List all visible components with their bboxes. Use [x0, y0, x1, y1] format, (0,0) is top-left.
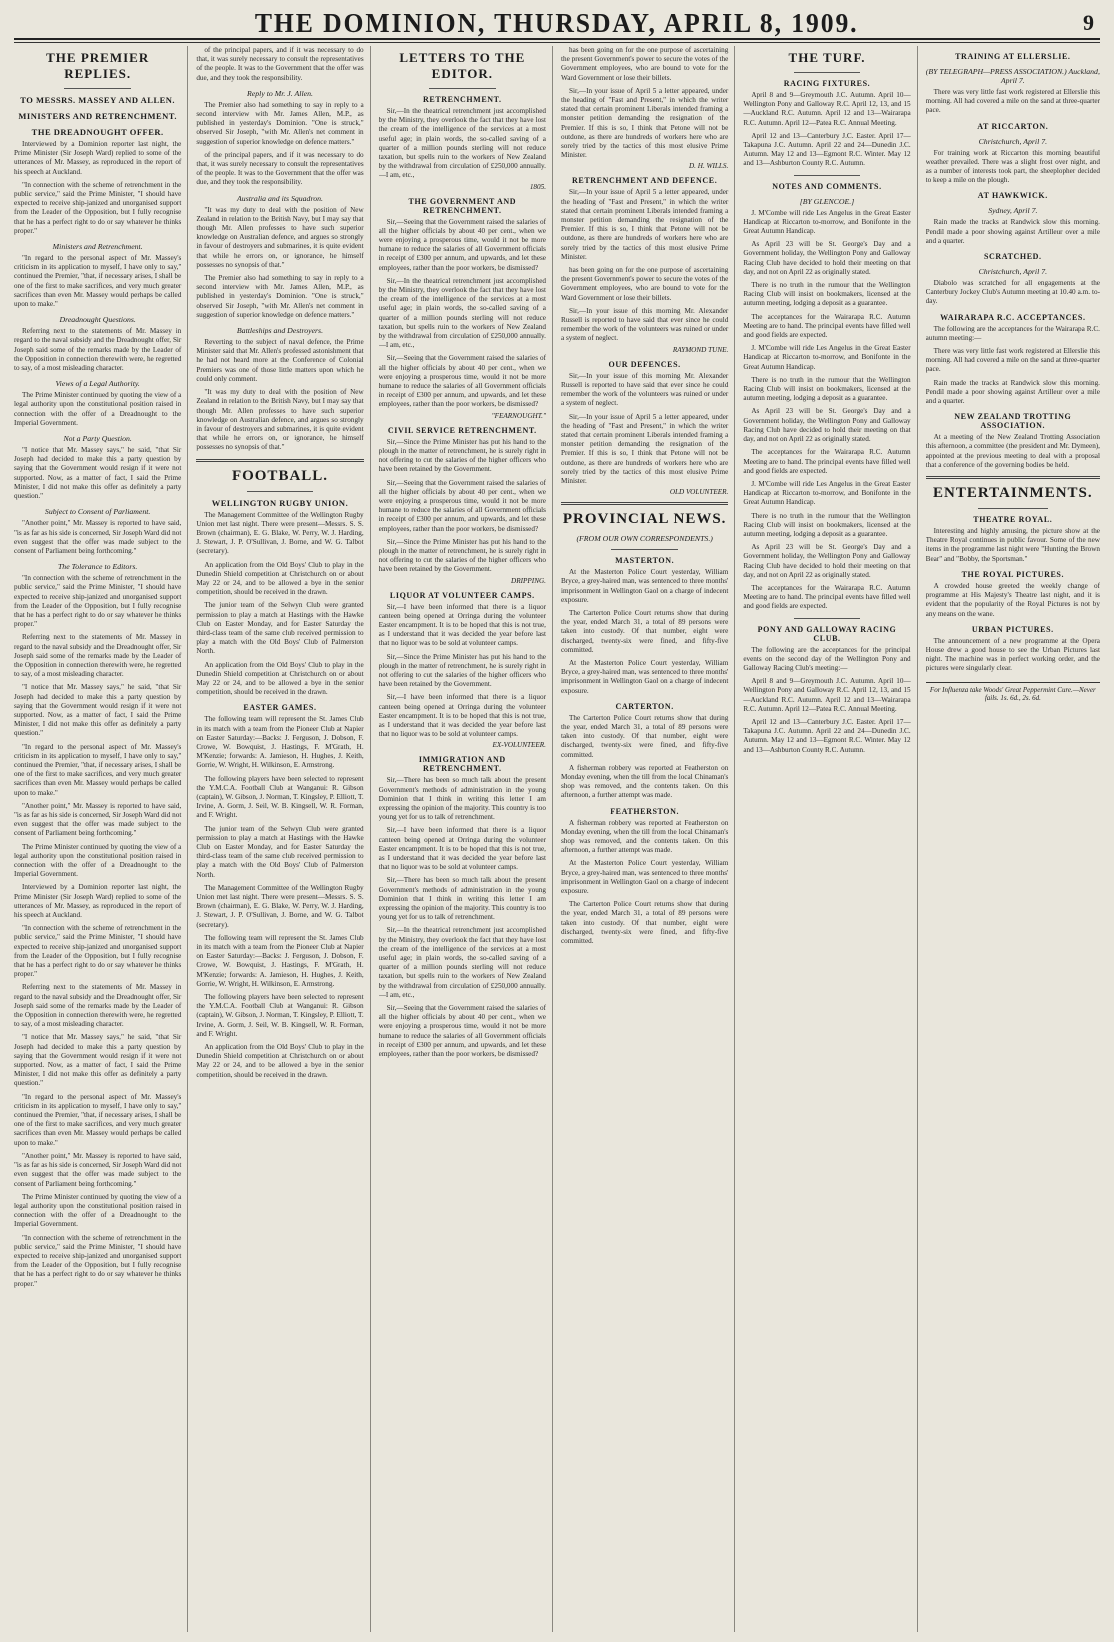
article-paragraph: J. M'Combe will ride Les Angelus in the Great Easter Handicap at Riccarton to-morrow, and Bonifonte in the Great Autumn Handicap.: [743, 479, 911, 507]
article-paragraph: "In connection with the scheme of retrenchment in the public service," said the Prime Minister, "I should have expected to receive ship-janized and unorganised support from the Leader of the Opposition, but I fully recognise that he has a perfect right to do or say whatever he thinks proper.": [14, 924, 182, 979]
letter-paragraph: Sir,—Since the Prime Minister has put his hand to the plough in the matter of retrenchment, he is surely right in not offering to cut the salaries of the higher officers who have been retained by the Government.: [378, 437, 546, 474]
article-paragraph: Rain made the tracks at Randwick slow this morning. Pendil made a poor showing against Artilleur over a mile and a quarter.: [925, 378, 1100, 406]
article-paragraph: The following are the acceptances for the Wairarapa R.C. autumn meeting:—: [925, 324, 1100, 342]
article-paragraph: The following players have been selected to represent the Y.M.C.A. Football Club at Wanganui: R. Gibson (captain), W. Gibson, J. Norman, T. Kingsley, P. Elliott, T. Irvine, A. Gorm, J. Seil, W. B. Kingsell, W. R. Forman, and F. Wright.: [196, 774, 364, 820]
section-heading: Dreadnought Questions.: [59, 315, 136, 325]
section-divider: [926, 476, 1100, 479]
dateline: Christchurch, April 7.: [978, 267, 1048, 277]
article-paragraph: "In regard to the personal aspect of Mr. Massey's criticism in its application to myself, I have only to say," continued the Premier, "that, if necessary arises, I shall be one of the first to make sacrifices, and very much greater sacrifices than even Mr. Massey would perhaps be called upon to make.": [14, 742, 182, 797]
article-paragraph: The following players have been selected to represent the Y.M.C.A. Football Club at Wanganui: R. Gibson (captain), W. Gibson, J. Norman, T. Kingsley, P. Elliott, T. Irvine, A. Gorm, J. Seil, W. B. Kingsell, W. R. Forman, and F. Wright.: [196, 993, 364, 1038]
letter-signature: D. H. WILLS.: [688, 162, 729, 171]
turf-subheading: RACING FIXTURES.: [783, 79, 871, 88]
article-paragraph: Referring next to the statements of Mr. Massey in regard to the naval subsidy and the Dreadnought offer, Sir Joseph said some of the remarks made by the Leader of the Opposition in connection therewith were, he regretted to say, of a most misleading character.: [14, 327, 182, 373]
article-paragraph: The following team will represent the St. James Club in its match with a team from the Pioneer Club at Napier on Easter Saturday:—Backs: J. Ferguson, J. Dobson, F. Crowe, W. Bowquist, J. Hastings, F. M'Grath, H. M'Kenzie; forwards: A. Jamieson, H. Hughes, J. Keith, Gorrie, W. Wright, H. Wilkinson, E. Armstrong.: [196, 715, 364, 770]
column-6: [926, 46, 1100, 1632]
article-paragraph: The following team will represent the St. James Club in its match with a team from the Pioneer Club at Napier on Easter Saturday:—Backs: J. Ferguson, J. Dobson, F. Crowe, W. Bowquist, J. Hastings, F. M'Grath, H. M'Kenzie; forwards: A. Jamieson, H. Hughes, J. Keith, Gorrie, W. Wright, H. Wilkinson, E. Armstrong.: [196, 933, 364, 988]
town-heading: CARTERTON.: [615, 701, 674, 711]
turf-subheading: TRAINING AT ELLERSLIE.: [955, 52, 1071, 61]
article-paragraph: The Prime Minister continued by quoting the view of a legal authority upon the constitutional position raised in connection with the offer of a Dreadnought to the Imperial Government.: [14, 391, 182, 427]
article-paragraph: The junior team of the Selwyn Club were granted permission to play a match at Hastings with the Hawke Club on Easter Monday, and for Easter Saturday the third-class team of the same club received permission to play a match with the Old Boys' Club of Palmerston North.: [196, 824, 364, 879]
section-heading: Views of a Legal Authority.: [55, 379, 140, 389]
article-paragraph: J. M'Combe will ride Les Angelus in the Great Easter Handicap at Riccarton to-morrow, and Bonifonte in the Great Autumn Handicap.: [743, 208, 911, 236]
article-paragraph: "I notice that Mr. Massey says," he said, "that Sir Joseph had decided to make this a party question by saying that the Government would resign if it were not supported. Now, as a matter of fact, I said the Prime Minister, I did not make this offer as definitely a party question.": [14, 446, 182, 501]
article-paragraph: "It was my duty to deal with the position of New Zealand in relation to the British Navy, but I may say that though Mr. Allen professes to have such superior knowledge on Australian defence, and argues so strongly in favour of destroyers and submarines, it is quite evident that while he errors on, or ignorance, he himself possesses no synopsis of that.": [196, 388, 364, 452]
letter-signature: OLD VOLUNTEER.: [669, 488, 729, 497]
provincial-subheading: (FROM OUR OWN CORRESPONDENTS.): [576, 534, 713, 544]
letter-title: IMMIGRATION AND RETRENCHMENT.: [418, 755, 506, 774]
article-paragraph: The Carterton Police Court returns show that during the year, ended March 31, a total of 89 persons were taken into custody. Of that number, eight were discharged, twenty-six were fined, and fifty-five committed.: [560, 608, 729, 654]
section-heading: Not a Party Question.: [63, 434, 132, 444]
article-paragraph: "In regard to the personal aspect of Mr. Massey's criticism in its application to myself, I have only to say," continued the Premier, "that, if necessary arises, I shall be one of the first to make sacrifices, and very much greater sacrifices than even Mr. Massey would perhaps be called upon to make.": [14, 254, 182, 309]
article-paragraph: "In connection with the scheme of retrenchment in the public service," said the Prime Minister, "I should have expected to receive ship-janized and unorganised support from the Leader of the Opposition, but I fully recognise that he has a perfect right to do or say whatever he thinks proper.": [14, 1233, 182, 1288]
letter-paragraph: Sir,—In your issue of April 5 a letter appeared, under the heading of "Fast and Present," in which the writer stated that certain prominent Liberals intended framing a monster petition demanding the resignation of the Premier. If this is so, I think that Petone will not be outdone, as there are hundreds of workers here who are sorely tried by the tactics of this most elusive Prime Minister.: [560, 188, 729, 261]
article-paragraph: of the principal papers, and if it was necessary to do that, it was surely necessary to consult the representatives of the people. It was to the Government that the offer was due, and they took the responsibility.: [196, 46, 364, 82]
article-paragraph: The Premier also had something to say in reply to a second interview with Mr. James Allen, M.P., as published in yesterday's Dominion. "One is struck," observed Sir Joseph, "with Mr. Allen's net comment in suggestion of superior knowledge on defence matters.": [196, 274, 364, 319]
section-heading: Reply to Mr. J. Allen.: [247, 88, 313, 98]
town-heading: MASTERTON.: [615, 556, 675, 566]
article-paragraph: For training work at Riccarton this morning beautiful weather prevailed. There was a slight frost over night, and as a number of interests took part, the sheeplopher decided to keep a mile on the plough.: [925, 148, 1100, 185]
dateline: (BY TELEGRAPH—PRESS ASSOCIATION.) Auckland, April 7.: [925, 67, 1100, 85]
letter-paragraph: Sir,—In your issue of April 5 a letter appeared, under the heading of "Fast and Present," in which the writer stated that certain prominent Liberals intended framing a monster petition demanding the resignation of the Premier. If this is so, I think that Petone will not be outdone, as there are hundreds of workers here who are sorely tried by the tactics of this most elusive Prime Minister.: [560, 86, 729, 160]
letter-paragraph: Sir,—Since the Prime Minister has put his hand to the plough in the matter of retrenchment, he is surely right in not offering to cut the salaries of the higher officers who have been retained by the Government.: [378, 537, 546, 574]
article-paragraph: There is no truth in the rumour that the Wellington Racing Club will insist on bookmakers, licensed at the autumn meeting, lodging a deposit as a guarantee.: [743, 375, 911, 403]
article-paragraph: "Another point," Mr. Massey is reported to have said, "is as far as his side is concerned, Sir Joseph Ward did not even suggest that the offer was made subject to the consent of Parliament being forthcoming.": [14, 519, 182, 555]
article-paragraph: At the Masterton Police Court yesterday, William Bryce, a grey-haired man, was sentenced to three months' imprisonment in Wellington Gaol on a charge of indecent exposure.: [560, 658, 729, 695]
turf-subheading: SCRATCHED.: [984, 252, 1042, 262]
letter-paragraph: Sir,—Seeing that the Government raised the salaries of all the higher officials by about 40 per cent., when we were enjoying a prosperous time, would it not be more humane to reduce the salaries of all Government officials in receipt of £300 per annum, and upwards, and let these employees, rather than the poor workers, be dismissed?: [378, 1004, 546, 1059]
article-paragraph: Interesting and highly amusing, the picture show at the Theatre Royal continues in public favour. Some of the new items in the programme last night were "Hunting the Brown Bear" and "Bobby, the Sportsman.": [925, 527, 1100, 563]
article-paragraph: There was very little fast work registered at Ellerslie this morning. All had covered a mile on the sand at three-quarter pace.: [925, 347, 1100, 374]
premier-subheading-3: THE DREADNOUGHT OFFER.: [31, 127, 164, 137]
article-paragraph: At the Masterton Police Court yesterday, William Bryce, a grey-haired man, was sentenced to three months' imprisonment in Wellington Gaol on a charge of indecent exposure.: [560, 859, 729, 896]
article-paragraph: "In connection with the scheme of retrenchment in the public service," said the Prime Minister, "I should have expected to receive ship-janized and unorganised support from the Leader of the Opposition, but I fully recognise that he has a perfect right to do or say whatever he thinks proper.": [14, 180, 182, 235]
article-paragraph: As April 23 will be St. George's Day and a Government holiday, the Wellington Pony and Galloway Racing Club have decided to hold their meeting on that day, and not on April 22 as originally stated.: [743, 240, 911, 276]
article-paragraph: "Another point," Mr. Massey is reported to have said, "is as far as his side is concerned, Sir Joseph Ward did not even suggest that the offer was made subject to the consent of Parliament being forthcoming.": [14, 801, 182, 838]
letter-paragraph: Sir,—In your issue of this morning Mr. Alexander Russell is reported to have said that ever since he could remember the work of the volunteers was ruined or under a system of neglect.: [560, 306, 729, 343]
article-paragraph: The Prime Minister continued by quoting the view of a legal authority upon the constitutional position raised in connection with the offer of a Dreadnought to the Imperial Government.: [14, 1192, 182, 1229]
article-paragraph: "I notice that Mr. Massey says," he said, "that Sir Joseph had decided to make this a party question by saying that the Government would resign if it were not supported. Now, as a matter of fact, I said the Prime Minister, I did not make this offer as definitely a party question.": [14, 683, 182, 738]
article-paragraph: Rain made the tracks at Randwick slow this morning. Pendil made a poor showing against Artilleur over a mile and a quarter.: [925, 218, 1100, 245]
article-paragraph: The junior team of the Selwyn Club were granted permission to play a match at Hastings with the Hawke Club on Easter Monday, and for Easter Saturday the third-class team of the same club received permission to play a match with the Old Boys' Club of Palmerston North.: [196, 601, 364, 656]
letter-paragraph: Sir,—In the theatrical retrenchment just accomplished by the Ministry, they overlook the fact that they have lost the cream of the intelligence of the services at a most useful age; in plain words, the so-called saving of a quarter of a million pounds sterling will not reduce taxation, but spells ruin to the workers of New Zealand by the withdrawal from circulation of £250,000 annually.—I am, etc.,: [378, 107, 546, 180]
letter-paragraph: Sir,—Since the Prime Minister has put his hand to the plough in the matter of retrenchment, he is surely right in not offering to cut the salaries of the higher officers who have been retained by the Government.: [378, 652, 546, 689]
article-paragraph: The acceptances for the Wairarapa R.C. Autumn Meeting are to hand. The principal events have filled well and good fields are expected.: [743, 583, 911, 611]
article-paragraph: "I notice that Mr. Massey says," he said, "that Sir Joseph had decided to make this a party question by saying that the Government would resign if it were not supported. Now, as a matter of fact, I said the Prime Minister, I did not make this offer as definitely a party question.": [14, 1033, 182, 1088]
section-heading: Battleships and Destroyers.: [236, 326, 324, 336]
letter-paragraph: Sir,—In your issue of April 5 a letter appeared, under the heading of "Fast and Present," in which the writer stated that certain prominent Liberals intended framing a monster petition demanding the resignation of the Premier. If this is so, I think that Petone will not be outdone, as there are hundreds of workers here who are sorely tried by the tactics of this most elusive Prime Minister.: [560, 412, 729, 485]
article-paragraph: At a meeting of the New Zealand Trotting Association this afternoon, a committee (the president and Mr. Dymeen), appointed at the previous meeting to deal with a proposal that a conference of the governing bodies be held.: [925, 433, 1100, 469]
advertisement: For Influenza take Woods' Great Peppermint Cure.—Never fails. 1s. 6d., 2s. 6d.: [926, 682, 1100, 702]
entertainments-heading: ENTERTAINMENTS.: [933, 485, 1093, 502]
letter-signature: RAYMOND TUNE.: [672, 345, 729, 354]
section-heading: The Tolerance to Editors.: [57, 562, 138, 572]
entertainment-title: THE ROYAL PICTURES.: [961, 569, 1065, 579]
article-paragraph: of the principal papers, and if it was necessary to do that, it was surely necessary to consult the representatives of the people. It was to the Government that the offer was due, and they took the responsibility.: [196, 150, 364, 187]
page-number: 9: [1083, 10, 1094, 35]
letter-paragraph: Sir,—In the theatrical retrenchment just accomplished by the Ministry, they overlook the fact that they have lost the cream of the intelligence of the services at a most useful age; in plain words, the so-called saving of a quarter of a million pounds sterling will not reduce taxation, but spells ruin to the workers of New Zealand by the withdrawal from circulation of £250,000 annually.—I am, etc.,: [378, 276, 546, 350]
fixture-list: April 8 and 9—Greymouth J.C. Autumn. April 10—Wellington Pony and Galloway R.C. April 12, 13, and 15—Auckland R.C. Autumn. April 12 and 13—Wairarapa R.C. Autumn. April 12—Patea R.C. Annual Meeting.: [743, 677, 911, 713]
letters-heading: LETTERS TO THE EDITOR.: [399, 50, 526, 81]
letter-paragraph: Sir,—In your issue of this morning Mr. Alexander Russell is reported to have said that ever since he could remember the work of the volunteers was ruined or under a system of neglect.: [560, 371, 729, 408]
masthead: [14, 8, 1100, 40]
letter-paragraph: has been going on for the one purpose of ascertaining the present Government's power to secure the votes of the Government employees, who are bound to vote for the Ward Government or lose their billets.: [560, 46, 729, 82]
article-paragraph: The Carterton Police Court returns show that during the year, ended March 31, a total of 89 persons were taken into custody. Of that number, eight were discharged, twenty-six were fined, and fifty-five committed.: [560, 713, 729, 759]
article-paragraph: As April 23 will be St. George's Day and a Government holiday, the Wellington Pony and Galloway Racing Club have decided to hold their meeting on that day, and not on April 22 as originally stated.: [743, 543, 911, 579]
article-paragraph: There is no truth in the rumour that the Wellington Racing Club will insist on bookmakers, licensed at the autumn meeting, lodging a deposit as a guarantee.: [743, 281, 911, 308]
section-divider: [561, 502, 728, 505]
article-paragraph: A fisherman robbery was reported at Featherston on Monday evening, when the till from the local Chinaman's shop was removed, and the contents taken. On this afternoon, a further attempt was made.: [560, 763, 729, 800]
column-4: [561, 46, 735, 1632]
letter-signature: "FEARNOUGHT.": [491, 411, 546, 420]
column-1: [14, 46, 188, 1632]
article-paragraph: Reverting to the subject of naval defence, the Prime Minister said that Mr. Allen's professed astonishment that he had not heard more at the Conference of Colonial Premiers was one of those little matters upon which he could only comment.: [196, 338, 364, 383]
letter-title: RETRENCHMENT.: [423, 95, 502, 104]
turf-heading: THE TURF.: [788, 50, 866, 65]
article-paragraph: J. M'Combe will ride Les Angelus in the Great Easter Handicap at Riccarton to-morrow, and Bonifonte in the Great Autumn Handicap.: [743, 344, 911, 371]
letter-paragraph: Sir,—Seeing that the Government raised the salaries of all the higher officials by about 40 per cent., when we were enjoying a prosperous time, would it not be more humane to reduce the salaries of all Government officials in receipt of £300 per annum, and upwards, and let these employees, rather than the poor workers, be dismissed?: [378, 478, 546, 533]
letter-paragraph: Sir,—I have been informed that there is a liquor canteen being opened at Orringa during the volunteer Easter encampment. It is to be hoped that this is not true, as I understand that it was decided the year before last that no liquor was to be sold at volunteer camps.: [378, 602, 546, 648]
letter-paragraph: has been going on for the one purpose of ascertaining the present Government's power to secure the votes of the Government employees, who are bound to vote for the Ward Government or lose their billets.: [560, 266, 729, 302]
divider: [794, 618, 861, 619]
letter-paragraph: Sir,—Seeing that the Government raised the salaries of all the higher officials by about 40 per cent., when we were enjoying a prosperous time, would it not be more humane to reduce the salaries of all Government officials in receipt of £300 per annum, and upwards, and let these employees, rather than the poor workers, be dismissed?: [378, 354, 546, 409]
article-paragraph: "Another point," Mr. Massey is reported to have said, "is as far as his side is concerned, Sir Joseph Ward did not even suggest that the offer was made subject to the consent of Parliament being forthcoming.": [14, 1151, 182, 1188]
turf-subheading: NOTES AND COMMENTS.: [772, 181, 882, 191]
section-divider: [196, 459, 363, 462]
article-paragraph: Referring next to the statements of Mr. Massey in regard to the naval subsidy and the Dreadnought offer, Sir Joseph said some of the remarks made by the Leader of the Opposition in connection therewith were, he regretted to say, of a most misleading character.: [14, 983, 182, 1029]
letter-title: LIQUOR AT VOLUNTEER CAMPS.: [389, 590, 535, 600]
premier-subheading-2: MINISTERS AND RETRENCHMENT.: [18, 111, 177, 121]
football-heading: FOOTBALL.: [231, 467, 329, 484]
divider: [64, 88, 131, 89]
turf-subheading: AT RICCARTON.: [977, 121, 1049, 131]
divider: [247, 491, 314, 492]
divider: [611, 549, 678, 550]
letter-paragraph: Sir,—There has been so much talk about the present Government's methods of administration in the young Dominion that I think in writing this letter I am expressing the opinion of the majority. This country is too young yet for us to talk of retrenchment.: [378, 876, 546, 922]
letter-paragraph: Sir,—I have been informed that there is a liquor canteen being opened at Orringa during the volunteer Easter encampment. It is to be hoped that this is not true, as I understand that it was decided the year before last that no liquor was to be sold at volunteer camps.: [378, 693, 546, 739]
letter-signature: DRIPPING.: [511, 576, 546, 585]
town-heading: FEATHERSTON.: [610, 806, 680, 816]
article-paragraph: The Carterton Police Court returns show that during the year, ended March 31, a total of 89 persons were taken into custody. Of that number, eight were discharged, twenty-six were fined, and fifty-five committed.: [560, 900, 729, 946]
article-paragraph: At the Masterton Police Court yesterday, William Bryce, a grey-haired man, was sentenced to three months' imprisonment in Wellington Gaol on a charge of indecent exposure.: [560, 568, 729, 604]
article-paragraph: An application from the Old Boys' Club to play in the Dunedin Shield competition at Christchurch on or about May 22 or 24, and to be allowed a bye in the senior competition, should be received in the drawn.: [196, 1043, 364, 1079]
article-paragraph: There is no truth in the rumour that the Wellington Racing Club will insist on bookmakers, licensed at the autumn meeting, lodging a deposit as a guarantee.: [743, 511, 911, 538]
article-paragraph: There was very little fast work registered at Ellerslie this morning. All had covered a mile on the sand at three-quarter pace.: [925, 88, 1100, 115]
article-paragraph: Diabolo was scratched for all engagements at the Canterbury Jockey Club's Autumn meeting at 10.40 a.m. to-day.: [925, 279, 1100, 306]
dateline: Christchurch, April 7.: [978, 136, 1048, 146]
article-paragraph: The following are the acceptances for the principal events on the second day of the Wellington Pony and Galloway Racing Club's meeting:—: [743, 645, 911, 672]
section-heading: Ministers and Retrenchment.: [52, 242, 143, 252]
section-heading: Australia and its Squadron.: [237, 193, 323, 203]
provincial-heading: PROVINCIAL NEWS.: [562, 511, 727, 528]
letter-title: CIVIL SERVICE RETRENCHMENT.: [387, 425, 537, 435]
masthead-rule: [14, 42, 1100, 43]
premier-subheading-1: TO MESSRS. MASSEY AND ALLEN.: [20, 95, 176, 105]
article-paragraph: Referring next to the statements of Mr. Massey in regard to the naval subsidy and the Dreadnought offer, Sir Joseph said some of the remarks made by the Leader of the Opposition in connection therewith were, he regretted to say, of a most misleading character.: [14, 633, 182, 679]
article-paragraph: "In connection with the scheme of retrenchment in the public service," said the Prime Minister, "I should have expected to receive ship-janized and unorganised support from the Leader of the Opposition, but I fully recognise that he has a perfect right to do or say whatever he thinks proper.": [14, 574, 182, 629]
entertainment-title: URBAN PICTURES.: [971, 624, 1054, 634]
columns: [14, 46, 1100, 1632]
article-paragraph: Interviewed by a Dominion reporter last night, the Prime Minister (Sir Joseph Ward) replied to some of the utterances of Mr. Massey, as reproduced in the report of his speech at Auckland.: [14, 883, 182, 920]
divider: [429, 88, 496, 89]
easter-games-heading: EASTER GAMES.: [243, 703, 317, 713]
letter-paragraph: Sir,—In the theatrical retrenchment just accomplished by the Ministry, they overlook the fact that they have lost the cream of the intelligence of the services at a most useful age; in plain words, the so-called saving of a quarter of a million pounds sterling will not reduce taxation, but spells ruin to the workers of New Zealand by the withdrawal from circulation of £250,000 annually.—I am, etc.,: [378, 926, 546, 999]
article-paragraph: The Premier also had something to say in reply to a second interview with Mr. James Allen, M.P., as published in yesterday's Dominion. "One is struck," observed Sir Joseph, "with Mr. Allen's net comment in suggestion of superior knowledge on defence matters.": [196, 100, 364, 146]
letter-title: RETRENCHMENT AND DEFENCE.: [572, 176, 718, 186]
letter-paragraph: Sir,—I have been informed that there is a liquor canteen being opened at Orringa during the volunteer Easter encampment. It is to be hoped that this is not true, as I understand that it was decided the year before last that no liquor was to be sold at volunteer camps.: [378, 826, 546, 872]
entertainment-title: THEATRE ROYAL.: [973, 515, 1053, 525]
article-paragraph: The acceptances for the Wairarapa R.C. Autumn Meeting are to hand. The principal events have filled well and good fields are expected.: [743, 312, 911, 340]
divider: [794, 175, 861, 176]
article-paragraph: "In regard to the personal aspect of Mr. Massey's criticism in its application to myself, I have only to say," continued the Premier, "that, if necessary arises, I shall be one of the first to make sacrifices, and very much greater sacrifices than even Mr. Massey would perhaps be called upon to make.": [14, 1092, 182, 1147]
dateline: Sydney, April 7.: [988, 206, 1038, 216]
letter-signature: 1805.: [529, 182, 546, 191]
article-paragraph: The announcement of a new programme at the Opera House drew a good house to see the Urban Pictures last night. The machine was in perfect working order, and the pictures were singularly clear.: [925, 636, 1100, 673]
fixture-list: April 8 and 9—Greymouth J.C. Autumn. April 10—Wellington Pony and Galloway R.C. April 12, 13, and 15—Auckland R.C. Autumn. April 12 and 13—Wairarapa R.C. Autumn. April 12—Patea R.C. Annual Meeting.: [743, 91, 911, 127]
letter-signature: EX-VOLUNTEER.: [492, 741, 546, 750]
article-paragraph: An application from the Old Boys' Club to play in the Dunedin Shield competition at Christchurch on or about May 22 or 24, and to be allowed a bye in the senior competition, should be received in the drawn.: [196, 660, 364, 697]
article-paragraph: Interviewed by a Dominion reporter last night, the Prime Minister (Sir Joseph Ward) replied to some of the utterances of Mr. Massey, as reproduced in the report of his speech at Auckland.: [14, 140, 182, 176]
column-2: [196, 46, 370, 1632]
column-3: [379, 46, 553, 1632]
article-paragraph: A crowded house greeted the weekly change of programme at His Majesty's Theatre last night, and it is evident that the popularity of the Royal Pictures is not by any means on the wane.: [925, 581, 1100, 618]
section-heading: Subject to Consent of Parliament.: [44, 507, 151, 517]
letter-title: OUR DEFENCES.: [608, 359, 681, 369]
letter-title: THE GOVERNMENT AND RETRENCHMENT.: [408, 196, 517, 215]
article-paragraph: "It was my duty to deal with the position of New Zealand in relation to the British Navy, but I may say that though Mr. Allen professes to have such superior knowledge on Australian defence, and argues so strongly in favour of destroyers and submarines, it is quite evident that while he errors on, or ignorance, he himself possesses no synopsis of that.": [196, 205, 364, 269]
premier-heading: THE PREMIER REPLIES.: [46, 50, 150, 81]
article-paragraph: A fisherman robbery was reported at Featherston on Monday evening, when the till from the local Chinaman's shop was removed, and the contents taken. On this afternoon, a further attempt was made.: [560, 818, 729, 855]
letter-paragraph: Sir,—Seeing that the Government raised the salaries of all the higher officials by about 40 per cent., when we were enjoying a prosperous time, would it not be more humane to reduce the salaries of all Government officials in receipt of £300 per annum, and upwards, and let these employees, rather than the poor workers, be dismissed?: [378, 217, 546, 272]
byline: [BY GLENCOE.]: [799, 196, 855, 206]
turf-subheading: WAIRARAPA R.C. ACCEPTANCES.: [940, 312, 1086, 322]
letter-paragraph: Sir,—There has been so much talk about the present Government's methods of administration in the young Dominion that I think in writing this letter I am expressing the opinion of the majority. This country is too young yet for us to talk of retrenchment.: [378, 776, 546, 822]
turf-subheading: NEW ZEALAND TROTTING ASSOCIATION.: [954, 412, 1072, 431]
column-5: [743, 46, 917, 1632]
article-paragraph: An application from the Old Boys' Club to play in the Dunedin Shield competition at Christchurch on or about May 22 or 24, and to be allowed a bye in the senior competition, should be received in the drawn.: [196, 560, 364, 597]
article-paragraph: The Management Committee of the Wellington Rugby Union met last night. There were present—Messrs. S. S. Brown (chairman), E. G. Blake, W. Perry, W. J. Harding, J. Stewart, J. P. O'Sullivan, J. Borne, and W. G. Talbot (secretary).: [196, 883, 364, 929]
divider: [978, 508, 1048, 509]
article-paragraph: The Management Committee of the Wellington Rugby Union met last night. There were present—Messrs. S. S. Brown (chairman), E. G. Blake, W. Perry, W. J. Harding, J. Stewart, J. P. O'Sullivan, J. Borne, and W. G. Talbot (secretary).: [196, 510, 364, 556]
turf-subheading: AT HAWKWICK.: [977, 191, 1048, 201]
article-paragraph: As April 23 will be St. George's Day and a Government holiday, the Wellington Pony and Galloway Racing Club have decided to hold their meeting on that day, and not on April 22 as originally stated.: [743, 407, 911, 444]
turf-subheading: PONY AND GALLOWAY RACING CLUB.: [757, 624, 897, 643]
fixture-list: April 12 and 13—Canterbury J.C. Easter. April 17—Takapuna J.C. Autumn. April 22 and 24—Dunedin J.C. Autumn. May 12 and 13—Egmont R.C. Winter. May 12 and 13—Ashburton County R.C. Autumn.: [743, 717, 911, 754]
divider: [794, 72, 861, 73]
fixture-list: April 12 and 13—Canterbury J.C. Easter. April 17—Takapuna J.C. Autumn. April 22 and 24—Dunedin J.C. Autumn. May 12 and 13—Egmont R.C. Winter. May 12 and 13—Ashburton County R.C. Autumn.: [743, 131, 911, 168]
masthead-title: THE DOMINION, THURSDAY, APRIL 8, 1909.: [255, 7, 859, 38]
article-paragraph: The acceptances for the Wairarapa R.C. Autumn Meeting are to hand. The principal events have filled well and good fields are expected.: [743, 448, 911, 475]
article-paragraph: The Prime Minister continued by quoting the view of a legal authority upon the constitutional position raised in connection with the offer of a Dreadnought to the Imperial Government.: [14, 842, 182, 879]
football-subheading: WELLINGTON RUGBY UNION.: [211, 497, 349, 508]
